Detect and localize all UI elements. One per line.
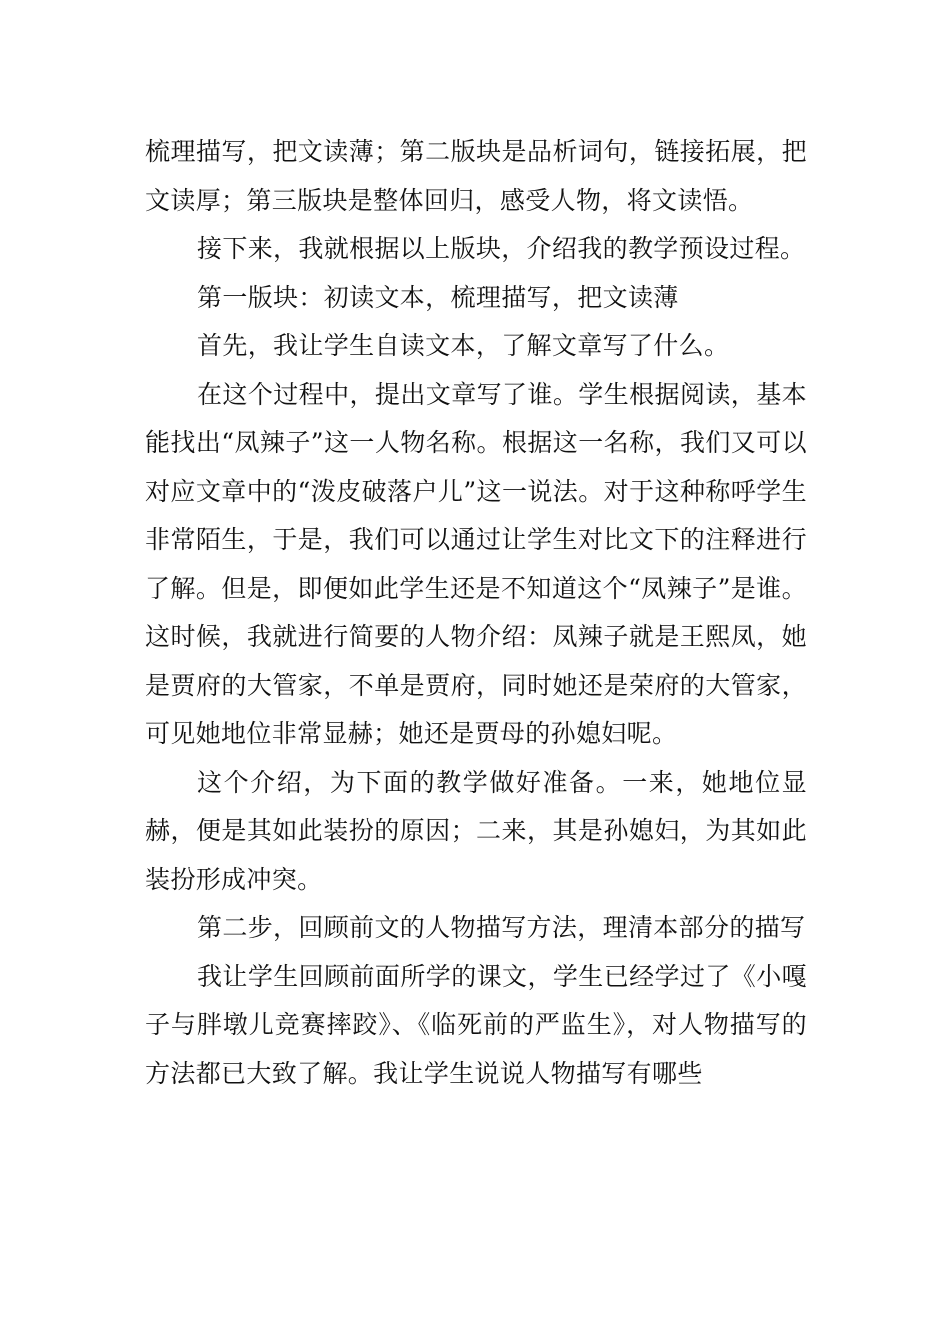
paragraph-6: 我让学生回顾前面所学的课文，学生已经学过了《小嘎子与胖墩儿竞赛摔跤》、《临死前的严监生》，对人物描写的方法都已大致了解。我让学生说说人物描写有哪些: [145, 961, 807, 1088]
paragraph-4: 在这个过程中，提出文章写了谁。学生根据阅读，基本能找出“凤辣子”这一人物名称。根据这一名称，我们又可以对应文章中的“泼皮破落户儿”这一说法。对于这种称呼学生非常陌生，于是，我们可以通过让学生对比文下的注释进行了解。但是，即便如此学生还是不知道这个“凤辣子”是谁。这时候，我就进行简要的人物介绍：凤辣子就是王熙凤，她是贾府的大管家，不单是贾府，同时她还是荣府的大管家，可见她地位非常显赫；她还是贾母的孙媳妇呢。: [145, 379, 807, 748]
document-body: [145, 128, 807, 1098]
paragraph-2: 接下来，我就根据以上版块，介绍我的教学预设过程。: [197, 234, 806, 263]
section-heading-2: 第二步，回顾前文的人物描写方法，理清本部分的描写: [197, 913, 806, 942]
paragraph-1: 梳理描写，把文读薄；第二版块是品析词句，链接拓展，把文读厚；第三版块是整体回归，感受人物，将文读悟。: [145, 137, 807, 215]
paragraph-5: 这个介绍，为下面的教学做好准备。一来，她地位显赫，便是其如此装扮的原因；二来，其是孙媳妇，为其如此装扮形成冲突。: [145, 767, 807, 894]
section-heading-1: 第一版块：初读文本，梳理描写，把文读薄: [197, 282, 679, 312]
paragraph-3: 首先，我让学生自读文本，了解文章写了什么。: [197, 331, 730, 360]
